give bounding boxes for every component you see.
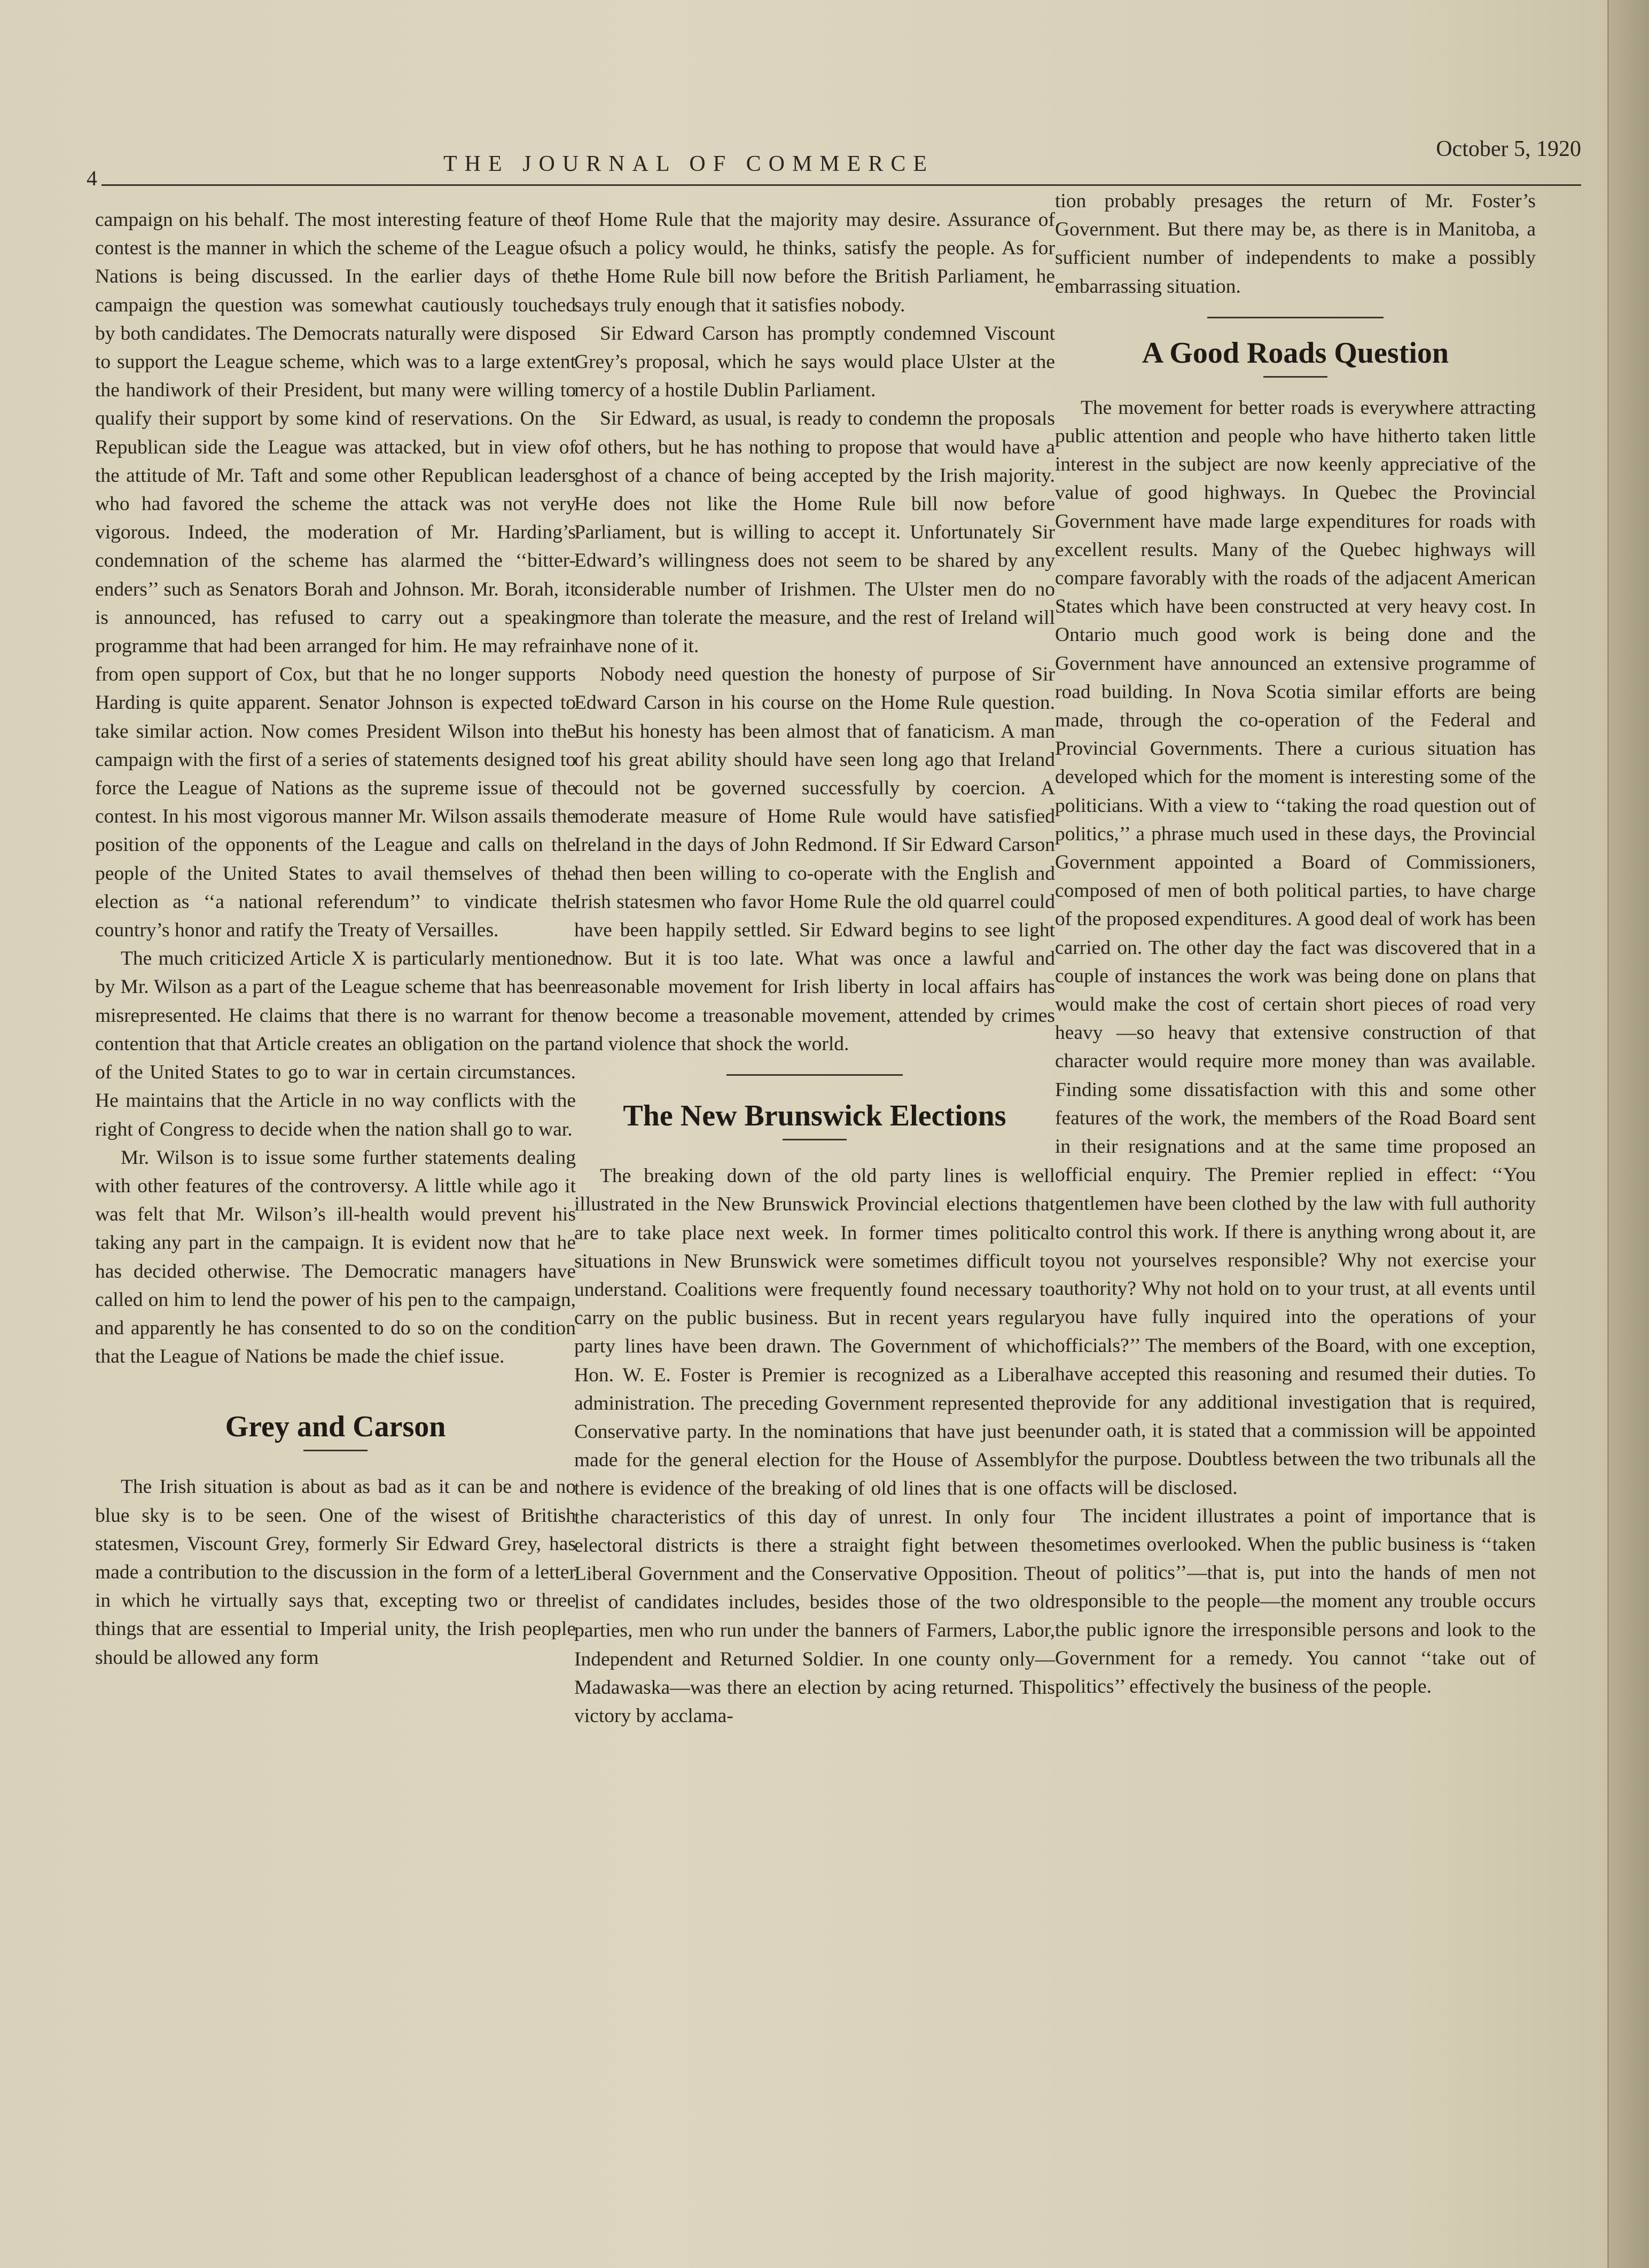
paragraph: of Home Rule that the majority may desire. Assurance of such a policy would, he thinks, satisfy the people. As for the Home Rule bill now before the British Parliament, he says truly enough that it satisfies nobody. — [574, 209, 1055, 316]
paragraph: Mr. Wilson is to issue some further statements dealing with other features of the controversy. A little while ago it was felt that Mr. Wilson’s ill-health would prevent his taking any part in the campaign. It is evident now that he has decided otherwise. The Democratic managers have called on him to lend the power of his pen to the campaign, and apparently he has consented to do so on the condition that the League of Nations be made the chief issue. — [95, 1146, 576, 1368]
column-3 — [1055, 187, 1536, 1701]
section-rule — [726, 1074, 903, 1076]
paragraph: Sir Edward Carson has promptly condemned Viscount Grey’s proposal, which he says would place Ulster at the mercy of a hostile Dublin Parliament. — [574, 322, 1055, 402]
article-heading: A Good Roads Question — [1142, 336, 1449, 370]
paragraph: The Irish situation is about as bad as it can be and no blue sky is to be seen. One of the wisest of British statesmen, Viscount Grey, formerly Sir Edward Grey, has made a contribution to the discussion in the form of a letter in which he virtually says that, excepting two or three things that are essential to Imperial unity, the Irish people should be allowed any form — [95, 1476, 576, 1669]
paragraph: The breaking down of the old party lines is well illustrated in the New Brunswick Provincial elections that are to take place next week. In former times political situations in New Brunswick were sometimes difficult to understand. Coalitions were frequently found necessary to carry on the public business. But in recent years regular party lines have been drawn. The Government of which Hon. W. E. Foster is Premier is recognized as a Liberal administration. The preceding Government represented the Conservative party. In the nominations that have just been made for the general election for the House of Assembly there is evidence of the breaking of old lines that is one of the characteristics of this day of unrest. In only four electoral districts is there a straight fight between the Liberal Government and the Conservative Opposition. The list of candidates includes, besides those of the two old parties, men who run under the banners of Farmers, Labor, Independent and Returned Soldier. In one county only—Madawaska—was there an election by acing returned. This victory by acclama- — [574, 1165, 1055, 1727]
paragraph: Sir Edward, as usual, is ready to condemn the proposals of others, but he has nothing to propose that would have a ghost of a chance of being accepted by the Irish majority. He does not like the Home Rule bill now before Parliament, but is willing to accept it. Unfortunately Sir Edward’s willingness does not seem to be shared by any considerable number of Irishmen. The Ulster men do no more than tolerate the measure, and the rest of Ireland will have none of it. — [574, 408, 1055, 658]
column-2 — [574, 206, 1055, 1730]
issue-date: October 5, 1920 — [1436, 137, 1581, 161]
paragraph: Nobody need question the honesty of purpose of Sir Edward Carson in his course on the Home Rule question. But his honesty has been almost that of fanaticism. A man of his great ability should have seen long ago that Ireland could not be governed successfully by coercion. A moderate measure of Home Rule would have satisfied Ireland in the days of John Redmond. If Sir Edward Carson had then been willing to co-operate with the English and Irish statesmen who favor Home Rule the old quarrel could have been happily settled. Sir Edward begins to see light now. But it is too late. What was once a lawful and reasonable movement for Irish liberty in local affairs has now become a treasonable movement, attended by crimes and violence that shock the world. — [574, 663, 1055, 1055]
paragraph: campaign on his behalf. The most interesting feature of the contest is the manner in which the scheme of the League of Nations is being discussed. In the earlier days of the campaign the question was somewhat cautiously touched by both candidates. The Democrats naturally were disposed to support the League scheme, which was to a large extent the handiwork of their President, but many were willing to qualify their support by some kind of reservations. On the Republican side the League was attacked, but in view of the attitude of Mr. Taft and some other Republican leaders who had favored the scheme the attack was not very vigorous. Indeed, the moderation of Mr. Harding’s condemnation of the scheme has alarmed the ‘‘bitter-enders’’ such as Senators Borah and Johnson. Mr. Borah, it is announced, has refused to carry out a speaking programme that had been arranged for him. He may refrain from open support of Cox, but that he no longer supports Harding is quite apparent. Senator Johnson is expected to take similar action. Now comes President Wilson into the campaign with the first of a series of statements designed to force the League of Nations as the supreme issue of the contest. In his most vigorous manner Mr. Wilson assails the position of the opponents of the League and calls on the people of the United States to avail themselves of the election as ‘‘a national referendum’’ to vindicate the country’s honor and ratify the Treaty of Versailles. — [95, 209, 576, 942]
paragraph: The much criticized Article X is particularly mentioned by Mr. Wilson as a part of the League scheme that has been misrepresented. He claims that there is no warrant for the contention that that Article creates an obligation on the part of the United States to go to war in certain circumstances. He maintains that the Article in no way conflicts with the right of Congress to decide when the nation shall go to war. — [95, 948, 576, 1140]
article-heading: The New Brunswick Elections — [623, 1099, 1006, 1133]
header-rule — [101, 184, 1581, 186]
heading-rule — [1263, 376, 1327, 378]
column-1 — [95, 206, 576, 1672]
heading-rule — [783, 1139, 847, 1140]
section-rule — [1207, 317, 1384, 318]
paragraph: The incident illustrates a point of importance that is sometimes overlooked. When the public business is ‘‘taken out of politics’’—that is, put into the hands of men not responsible to the people—the moment any trouble occurs the public ignore the irresponsible persons and look to the Government for a remedy. You cannot ‘‘take out of politics’’ effectively the business of the people. — [1055, 1505, 1536, 1698]
heading-rule — [303, 1450, 368, 1451]
journal-title: THE JOURNAL OF COMMERCE — [443, 152, 934, 176]
binding-gutter — [1607, 0, 1649, 2268]
page-header — [80, 136, 1592, 195]
paragraph: The movement for better roads is everywhere attracting public attention and people who have hitherto taken little interest in the subject are now keenly appreciative of the value of good highways. In Quebec the Provincial Government have made large expenditures for roads with excellent results. Many of the Quebec highways will compare favorably with the roads of the adjacent American States which have been constructed at very heavy cost. In Ontario much good work is being done and the Government have announced an extensive programme of road building. In Nova Scotia similar efforts are being made, through the co-operation of the Federal and Provincial Governments. There a curious situation has developed which for the moment is interesting some of the politicians. With a view to ‘‘taking the road question out of politics,’’ a phrase much used in these days, the Provincial Government appointed a Board of Commissioners, composed of men of both political parties, to have charge of the proposed expenditures. A good deal of work has been carried on. The other day the fact was discovered that in a couple of instances the work was being done on plans that would make the cost of certain short pieces of road very heavy —so heavy that extensive construction of that character would require more money than was available. Finding some dissatisfaction with this and some other features of the work, the members of the Road Board sent in their resignations and at the same time proposed an official enquiry. The Premier replied in effect: ‘‘You gentlemen have been clothed by the law with full authority to control this work. If there is anything wrong about it, are you not yourselves responsible? Why not exercise your authority? Why not hold on to your trust, at all events until you have fully inquired into the operations of your officials?’’ The members of the Board, with one exception, have accepted this reasoning and resumed their duties. To provide for any additional investigation that is required, under oath, it is stated that a commission will be appointed for the purpose. Doubtless between the two tribunals all the facts will be disclosed. — [1055, 396, 1536, 1499]
paragraph: tion probably presages the return of Mr. Foster’s Government. But there may be, as there is in Manitoba, a sufficient number of independents to make a possibly embarrassing situation. — [1055, 190, 1536, 298]
page-number: 4 — [87, 166, 97, 190]
article-heading: Grey and Carson — [225, 1410, 446, 1444]
